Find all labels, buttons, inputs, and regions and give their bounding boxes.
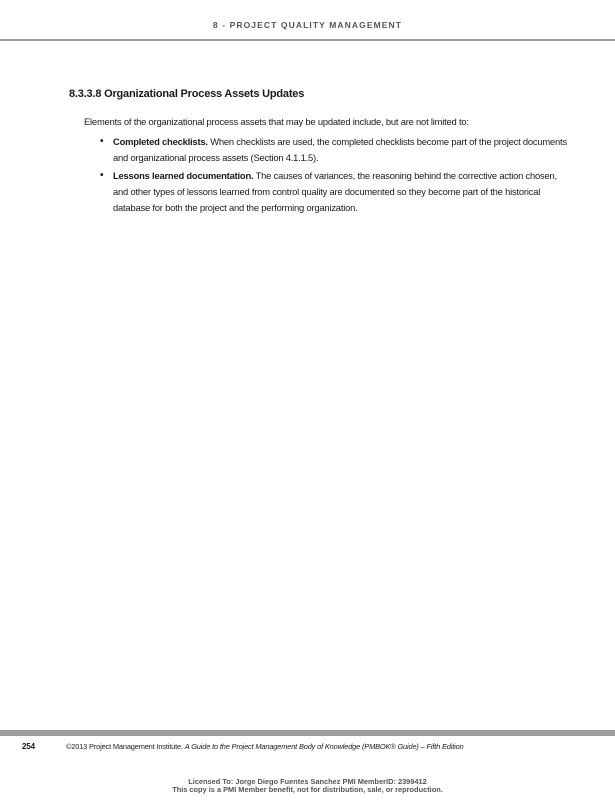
page-footer (22, 742, 602, 751)
bullet-list (69, 134, 569, 216)
bullet-icon: • (100, 170, 104, 181)
bullet-icon: • (100, 136, 104, 147)
list-item (100, 134, 569, 166)
list-item (100, 168, 569, 216)
chapter-title: 8 - PROJECT QUALITY MANAGEMENT (212, 20, 403, 30)
section-heading: 8.3.3.8 Organizational Process Assets Updates (69, 88, 305, 100)
page-number: 254 (22, 742, 35, 751)
license-notice (0, 778, 615, 794)
intro-paragraph: Elements of the organizational process assets that may be updated include, but are not limited to: (84, 116, 469, 127)
bullet-text: The causes of variances, the reasoning behind the corrective action chosen, and other types of lessons learned from control quality are documented so they become part of the historical database for both the project and the performing organization. (113, 170, 557, 213)
bullet-term: Lessons learned documentation. (113, 170, 254, 181)
bullet-text: When checklists are used, the completed checklists become part of the project documents and organizational process assets (Section 4.1.1.5). (113, 136, 567, 163)
section-body (69, 88, 569, 218)
copyright-text: ©2013 Project Management Institute. (66, 742, 183, 751)
footer-rule (0, 730, 615, 736)
license-line-2: This copy is a PMI Member benefit, not for distribution, sale, or reproduction. (172, 785, 443, 794)
license-line-1: Licensed To: Jorge Diego Fuentes Sanchez PMI MemberID: 2399412 (188, 777, 427, 786)
bullet-term: Completed checklists. (113, 136, 208, 147)
book-title: A Guide to the Project Management Body of Knowledge (PMBOK® Guide) – Fifth Edition (184, 742, 464, 751)
running-header (0, 0, 615, 41)
